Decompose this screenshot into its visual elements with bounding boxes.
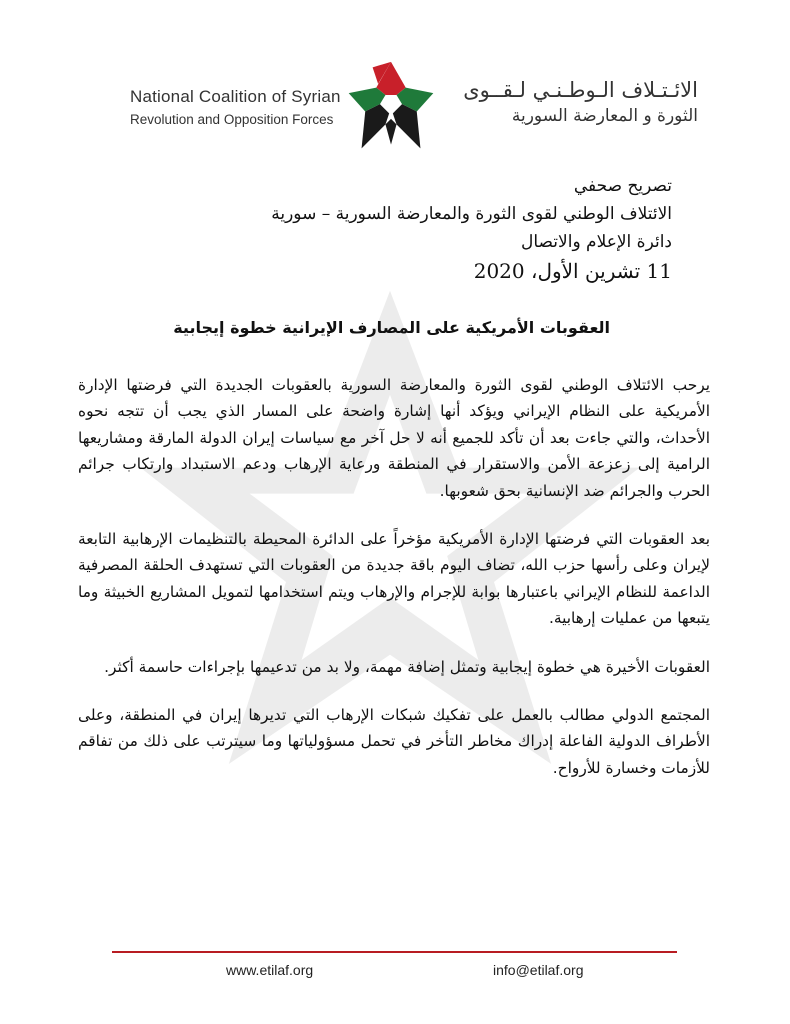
body-paragraph: يرحب الائتلاف الوطني لقوى الثورة والمعارضة السورية بالعقوبات الجديدة التي فرضتها الإدارة الأمريكية على النظام الإيراني ويؤكد أنها إشارة واضحة على المسار الذي يجب أن تتجه نحوه الأحداث، والتي جاءت بعد أن تأكد للجميع أنه لا حل آخر مع سياسات إيران الدولة المارقة ومشاريعها الرامية إلى زعزعة الأمن والاستقرار في المنطقة ورعاية الإرهاب ودعم الاستبداد وارتكاب جرائم الحرب والجرائم ضد الإنسانية بحق شعوبها. xyxy=(78,376,710,500)
document-date: 11 تشرين الأول، 2020 xyxy=(473,259,672,283)
issuing-organization: الائتلاف الوطني لقوى الثورة والمعارضة السورية – سورية xyxy=(271,204,672,224)
footer-divider xyxy=(112,951,677,953)
org-name-ar-line2: الثورة و المعارضة السورية xyxy=(511,106,698,126)
org-name-ar-line1: الائـتـلاف الـوطـنـي لـقــوى xyxy=(463,78,698,102)
body-paragraph: العقوبات الأخيرة هي خطوة إيجابية وتمثل إضافة مهمة، ولا بد من تدعيمها بإجراءات حاسمة أكثر. xyxy=(104,657,710,676)
issuing-department: دائرة الإعلام والاتصال xyxy=(521,232,672,252)
header-org-name-english xyxy=(130,86,360,130)
footer-email-link[interactable]: info@etilaf.org xyxy=(493,962,584,978)
document-type: تصريح صحفي xyxy=(573,176,672,196)
org-name-en-line2: Revolution and Opposition Forces xyxy=(130,112,334,127)
footer-website-link[interactable]: www.etilaf.org xyxy=(226,962,314,978)
body-paragraph: بعد العقوبات التي فرضتها الإدارة الأمريكية مؤخراً على الدائرة المحيطة بالتنظيمات الإرهابية التابعة لإيران وعلى رأسها حزب الله، تضاف اليوم باقة جديدة من العقوبات التي تستهدف الحلقة المصرفية الداعمة للنظام الإيراني باعتبارها بوابة للإجرام والإرهاب ويتم استخدامها لتمويل المشاريع الخبيثة وما يتبعها من عمليات إرهابية. xyxy=(78,530,710,628)
body-paragraph: المجتمع الدولي مطالب بالعمل على تفكيك شبكات الإرهاب التي تديرها إيران في المنطقة، وعلى الأطراف الدولية الفاعلة إدراك مخاطر التأخر في تحمل مسؤولياتها وما سيترتب على ذلك من تفاقم للأزمات وخسارة للأرواح. xyxy=(78,706,710,777)
document-meta xyxy=(112,172,672,286)
coalition-star-logo-icon xyxy=(343,60,439,152)
press-release-body xyxy=(78,372,710,803)
org-name-en-line1: National Coalition of Syrian xyxy=(130,87,341,106)
header-org-name-arabic xyxy=(448,76,698,128)
press-release-title: العقوبات الأمريكية على المصارف الإيرانية خطوة إيجابية xyxy=(173,318,610,337)
